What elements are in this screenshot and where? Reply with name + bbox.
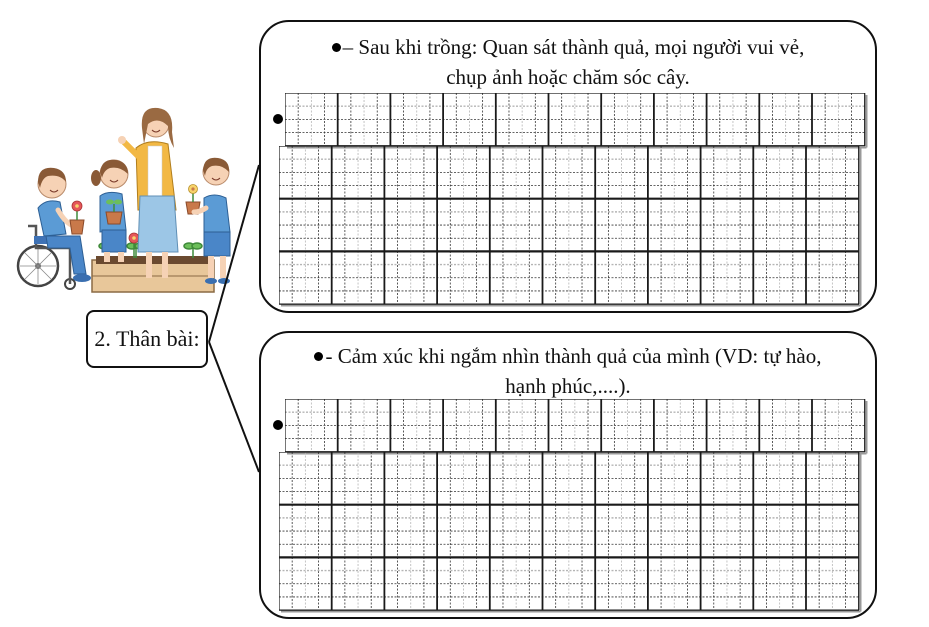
connector-to-bottom-panel [209,342,259,472]
teacher-children-planting-image [8,98,240,294]
panel-prompt [261,341,875,401]
gardening-illustration [8,98,240,294]
teacher [118,108,178,278]
writing-grid-lower-rows[interactable] [279,146,862,307]
handwriting-grid-lines [279,452,862,613]
writing-grid-lower-rows[interactable] [279,452,862,613]
prompt-line-1: - Cảm xúc khi ngắm nhìn thành quả của mình (VD: tự hào, [261,341,875,371]
prompt-line-1: – Sau khi trồng: Quan sát thành quả, mọi người vui vẻ, [261,32,875,62]
section-label: 2. Thân bài: [94,326,200,351]
handwriting-grid-lines [279,146,862,307]
section-label-box [86,310,208,368]
writing-grid-first-row[interactable] [285,93,868,149]
planter-box [92,256,214,292]
handwriting-grid-lines [285,399,868,455]
writing-grid-first-row[interactable] [285,399,868,455]
row-bullet-icon [273,114,283,124]
girl-with-seedling [91,160,128,262]
panel-after-planting [259,20,877,313]
panel-prompt [261,32,875,92]
panel-feelings [259,331,877,619]
boy-in-wheelchair [18,168,91,289]
prompt-line-2: hạnh phúc,....). [505,374,631,398]
row-bullet-icon [273,420,283,430]
prompt-line-2: chụp ảnh hoặc chăm sóc cây. [446,65,690,89]
handwriting-grid-lines [285,93,868,149]
bullet-icon [332,43,341,52]
bullet-icon [314,352,323,361]
